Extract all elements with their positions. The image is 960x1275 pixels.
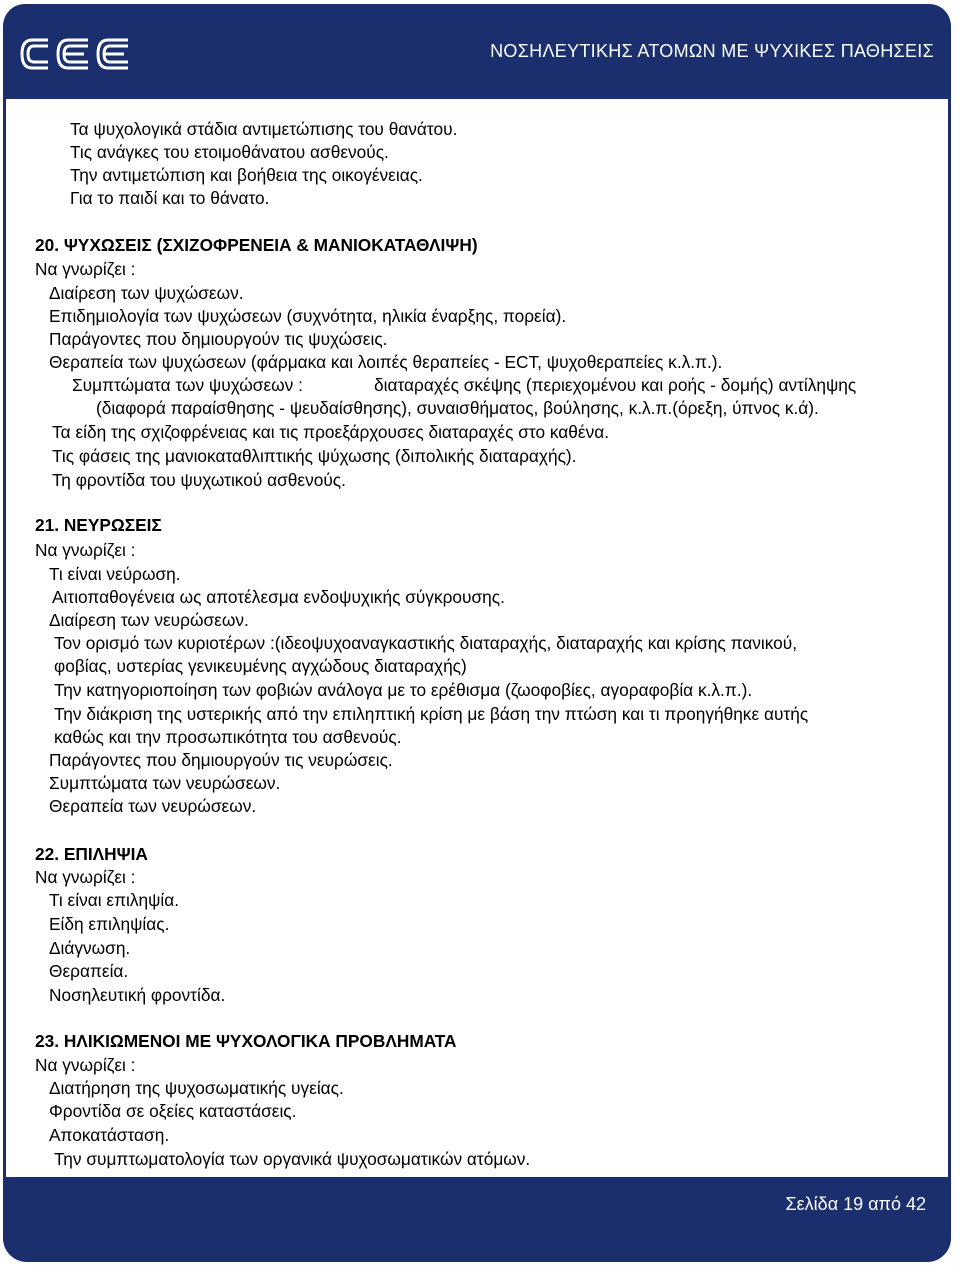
- text-line: Διαίρεση των ψυχώσεων.: [49, 283, 244, 303]
- text-line: Για το παιδί και το θάνατο.: [70, 188, 270, 208]
- text-line: Συμπτώματα των ψυχώσεων :: [72, 375, 303, 395]
- text-line: Διατήρηση της ψυχοσωματικής υγείας.: [49, 1078, 344, 1098]
- subheading: Να γνωρίζει :: [35, 540, 136, 560]
- text-line: Θεραπεία των ψυχώσεων (φάρμακα και λοιπές θεραπείες - ECT, ψυχοθεραπείες κ.λ.π.).: [49, 352, 723, 372]
- text-line: καθώς και την προσωπικότητα του ασθενούς.: [54, 727, 402, 747]
- section-heading: 22. ΕΠΙΛΗΨΙΑ: [35, 844, 148, 864]
- text-line: Διάγνωση.: [49, 938, 131, 958]
- subheading: Να γνωρίζει :: [35, 259, 136, 279]
- text-line: Θεραπεία των νευρώσεων.: [49, 796, 257, 816]
- document-title: ΝΟΣΗΛΕΥΤΙΚΗΣ ΑΤΟΜΩΝ ΜΕ ΨΥΧΙΚΕΣ ΠΑΘΗΣΕΙΣ: [490, 41, 934, 61]
- text-line: Θεραπεία.: [49, 961, 129, 981]
- text-line: Τις ανάγκες του ετοιμοθάνατου ασθενούς.: [70, 142, 389, 162]
- text-line: Τι είναι επιληψία.: [49, 890, 180, 910]
- text-line: Τη φροντίδα του ψυχωτικού ασθενούς.: [52, 470, 346, 490]
- text-line: Τα ψυχολογικά στάδια αντιμετώπισης του θανάτου.: [70, 119, 458, 139]
- text-line: Τα είδη της σχιζοφρένειας και τις προεξάρχουσες διαταραχές στο καθένα.: [52, 422, 610, 442]
- text-line: φοβίας, υστερίας γενικευμένης αγχώδους διαταραχής): [54, 656, 467, 676]
- text-line: Παράγοντες που δημιουργούν τις ψυχώσεις.: [49, 329, 388, 349]
- text-line: Διαίρεση των νευρώσεων.: [49, 610, 249, 630]
- text-line: Αιτιοπαθογένεια ως αποτέλεσμα ενδοψυχικής σύγκρουσης.: [52, 587, 505, 607]
- text-line: (διαφορά παραίσθησης - ψευδαίσθησης), συναισθήματος, βούλησης, κ.λ.π.(όρεξη, ύπνος κ.ά).: [96, 398, 819, 418]
- text-line: Τις φάσεις της μανιοκαταθλιπτικής ψύχωσης (διπολικής διαταραχής).: [52, 446, 577, 466]
- section-heading: 21. ΝΕΥΡΩΣΕΙΣ: [35, 515, 162, 535]
- text-line: Αποκατάσταση.: [49, 1125, 170, 1145]
- section-heading: 23. ΗΛΙΚΙΩΜΕΝΟΙ ΜΕ ΨΥΧΟΛΟΓΙΚΑ ΠΡΟΒΛΗΜΑΤΑ: [35, 1031, 457, 1051]
- text-line: Την διάκριση της υστερικής από την επιληπτική κρίση με βάση την πτώση και τι προηγήθηκε αυτής: [54, 704, 809, 724]
- text-line: Παράγοντες που δημιουργούν τις νευρώσεις.: [49, 750, 393, 770]
- text-line: Την συμπτωματολογία των οργανικά ψυχοσωματικών ατόμων.: [54, 1149, 531, 1169]
- text-line: Είδη επιληψίας.: [49, 914, 170, 934]
- text-line: Νοσηλευτική φροντίδα.: [49, 985, 226, 1005]
- text-line: Τι είναι νεύρωση.: [49, 564, 181, 584]
- section-heading: 20. ΨΥΧΩΣΕΙΣ (ΣΧΙΖΟΦΡΕΝΕΙΑ & ΜΑΝΙΟΚΑΤΑΘΛΙΨΗ): [35, 235, 478, 255]
- text-line: Την κατηγοριοποίηση των φοβιών ανάλογα με το ερέθισμα (ζωοφοβίες, αγοραφοβία κ.λ.π.).: [54, 680, 753, 700]
- text-line: Τον ορισμό των κυριοτέρων :(ιδεοψυχοαναγκαστικής διαταραχής, διαταραχής και κρίσης πανικού,: [54, 633, 798, 653]
- text-line: Φροντίδα σε οξείες καταστάσεις.: [49, 1101, 297, 1121]
- page-number: Σελίδα 19 από 42: [785, 1194, 926, 1214]
- text-line: Επιδημιολογία των ψυχώσεων (συχνότητα, ηλικία έναρξης, πορεία).: [49, 306, 567, 326]
- text-line: διαταραχές σκέψης (περιεχομένου και ροής - δομής) αντίληψης: [374, 375, 857, 395]
- subheading: Να γνωρίζει :: [35, 867, 136, 887]
- text-line: Συμπτώματα των νευρώσεων.: [49, 773, 281, 793]
- subheading: Να γνωρίζει :: [35, 1055, 136, 1075]
- text-line: Την αντιμετώπιση και βοήθεια της οικογένειας.: [70, 165, 423, 185]
